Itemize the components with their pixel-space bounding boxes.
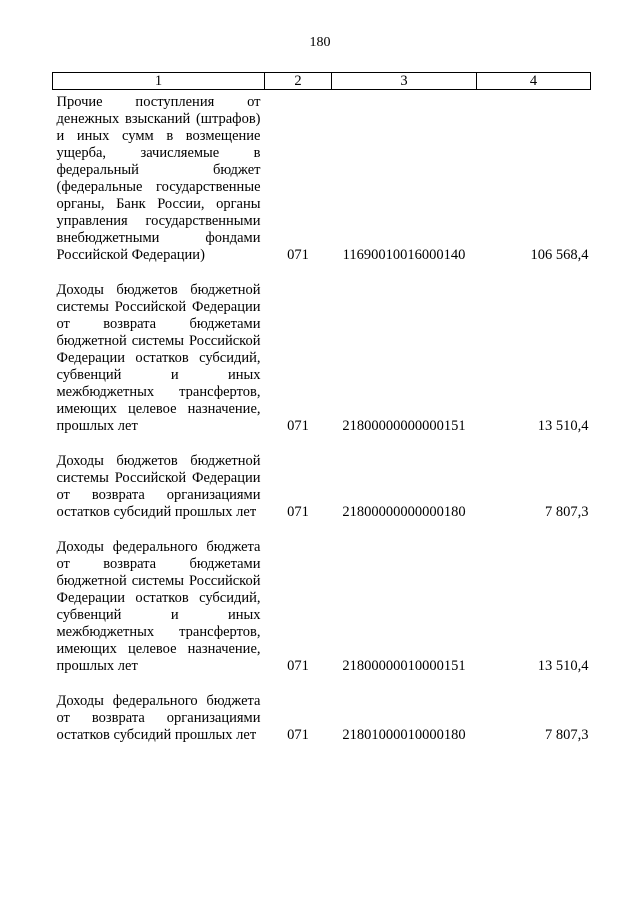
table-row [53,90,591,265]
classification-code: 21801000010000180 [342,727,466,743]
table-header [53,73,591,90]
header-row [53,73,591,90]
column-header-3: 3 [332,73,477,90]
admin-code: 071 [287,504,309,520]
amount: 106 568,4 [530,247,589,263]
revenue-name: Доходы бюджетов бюджетной системы Российской Федерации от возврата организациями остатков субсидий прошлых лет [56,453,261,520]
revenue-name: Доходы федерального бюджета от возврата организациями остатков субсидий прошлых лет [56,693,261,743]
table-body [53,90,591,745]
table-row [53,278,591,435]
budget-revenue-table [52,72,591,744]
admin-code: 071 [287,727,309,743]
admin-code: 071 [287,418,309,434]
admin-code: 071 [287,247,309,263]
row-spacer [53,521,591,535]
classification-code: 21800000000000151 [342,418,466,434]
page-number: 180 [309,35,331,50]
column-header-4: 4 [477,73,591,90]
amount: 13 510,4 [537,658,589,674]
revenue-name: Доходы федерального бюджета от возврата бюджетами бюджетной системы Российской Федерации остатков субсидий, субвенций и иных межбюджетных трансфертов, имеющих целевое назначение, прошлых лет [56,539,261,674]
revenue-name: Доходы бюджетов бюджетной системы Российской Федерации от возврата бюджетами бюджетной системы Российской Федерации остатков субсидий, субвенций и иных межбюджетных трансфертов, имеющих целевое назначение, прошлых лет [56,282,261,434]
classification-code: 21800000010000151 [342,658,466,674]
admin-code: 071 [287,658,309,674]
row-spacer [53,435,591,449]
revenue-name: Прочие поступления от денежных взысканий (штрафов) и иных сумм в возмещение ущерба, зачисляемые в федеральный бюджет (федеральные государственные органы, Банк России, органы управления государственными внебюджетными фондами Российской Федерации) [56,94,261,263]
table-row [53,449,591,521]
column-header-1: 1 [53,73,265,90]
amount: 7 807,3 [545,504,589,520]
amount: 7 807,3 [545,727,589,743]
amount: 13 510,4 [537,418,589,434]
table-row [53,535,591,675]
row-spacer [53,675,591,689]
table-row [53,689,591,744]
column-header-2: 2 [265,73,332,90]
classification-code: 11690010016000140 [342,247,466,263]
classification-code: 21800000000000180 [342,504,466,520]
row-spacer [53,264,591,278]
